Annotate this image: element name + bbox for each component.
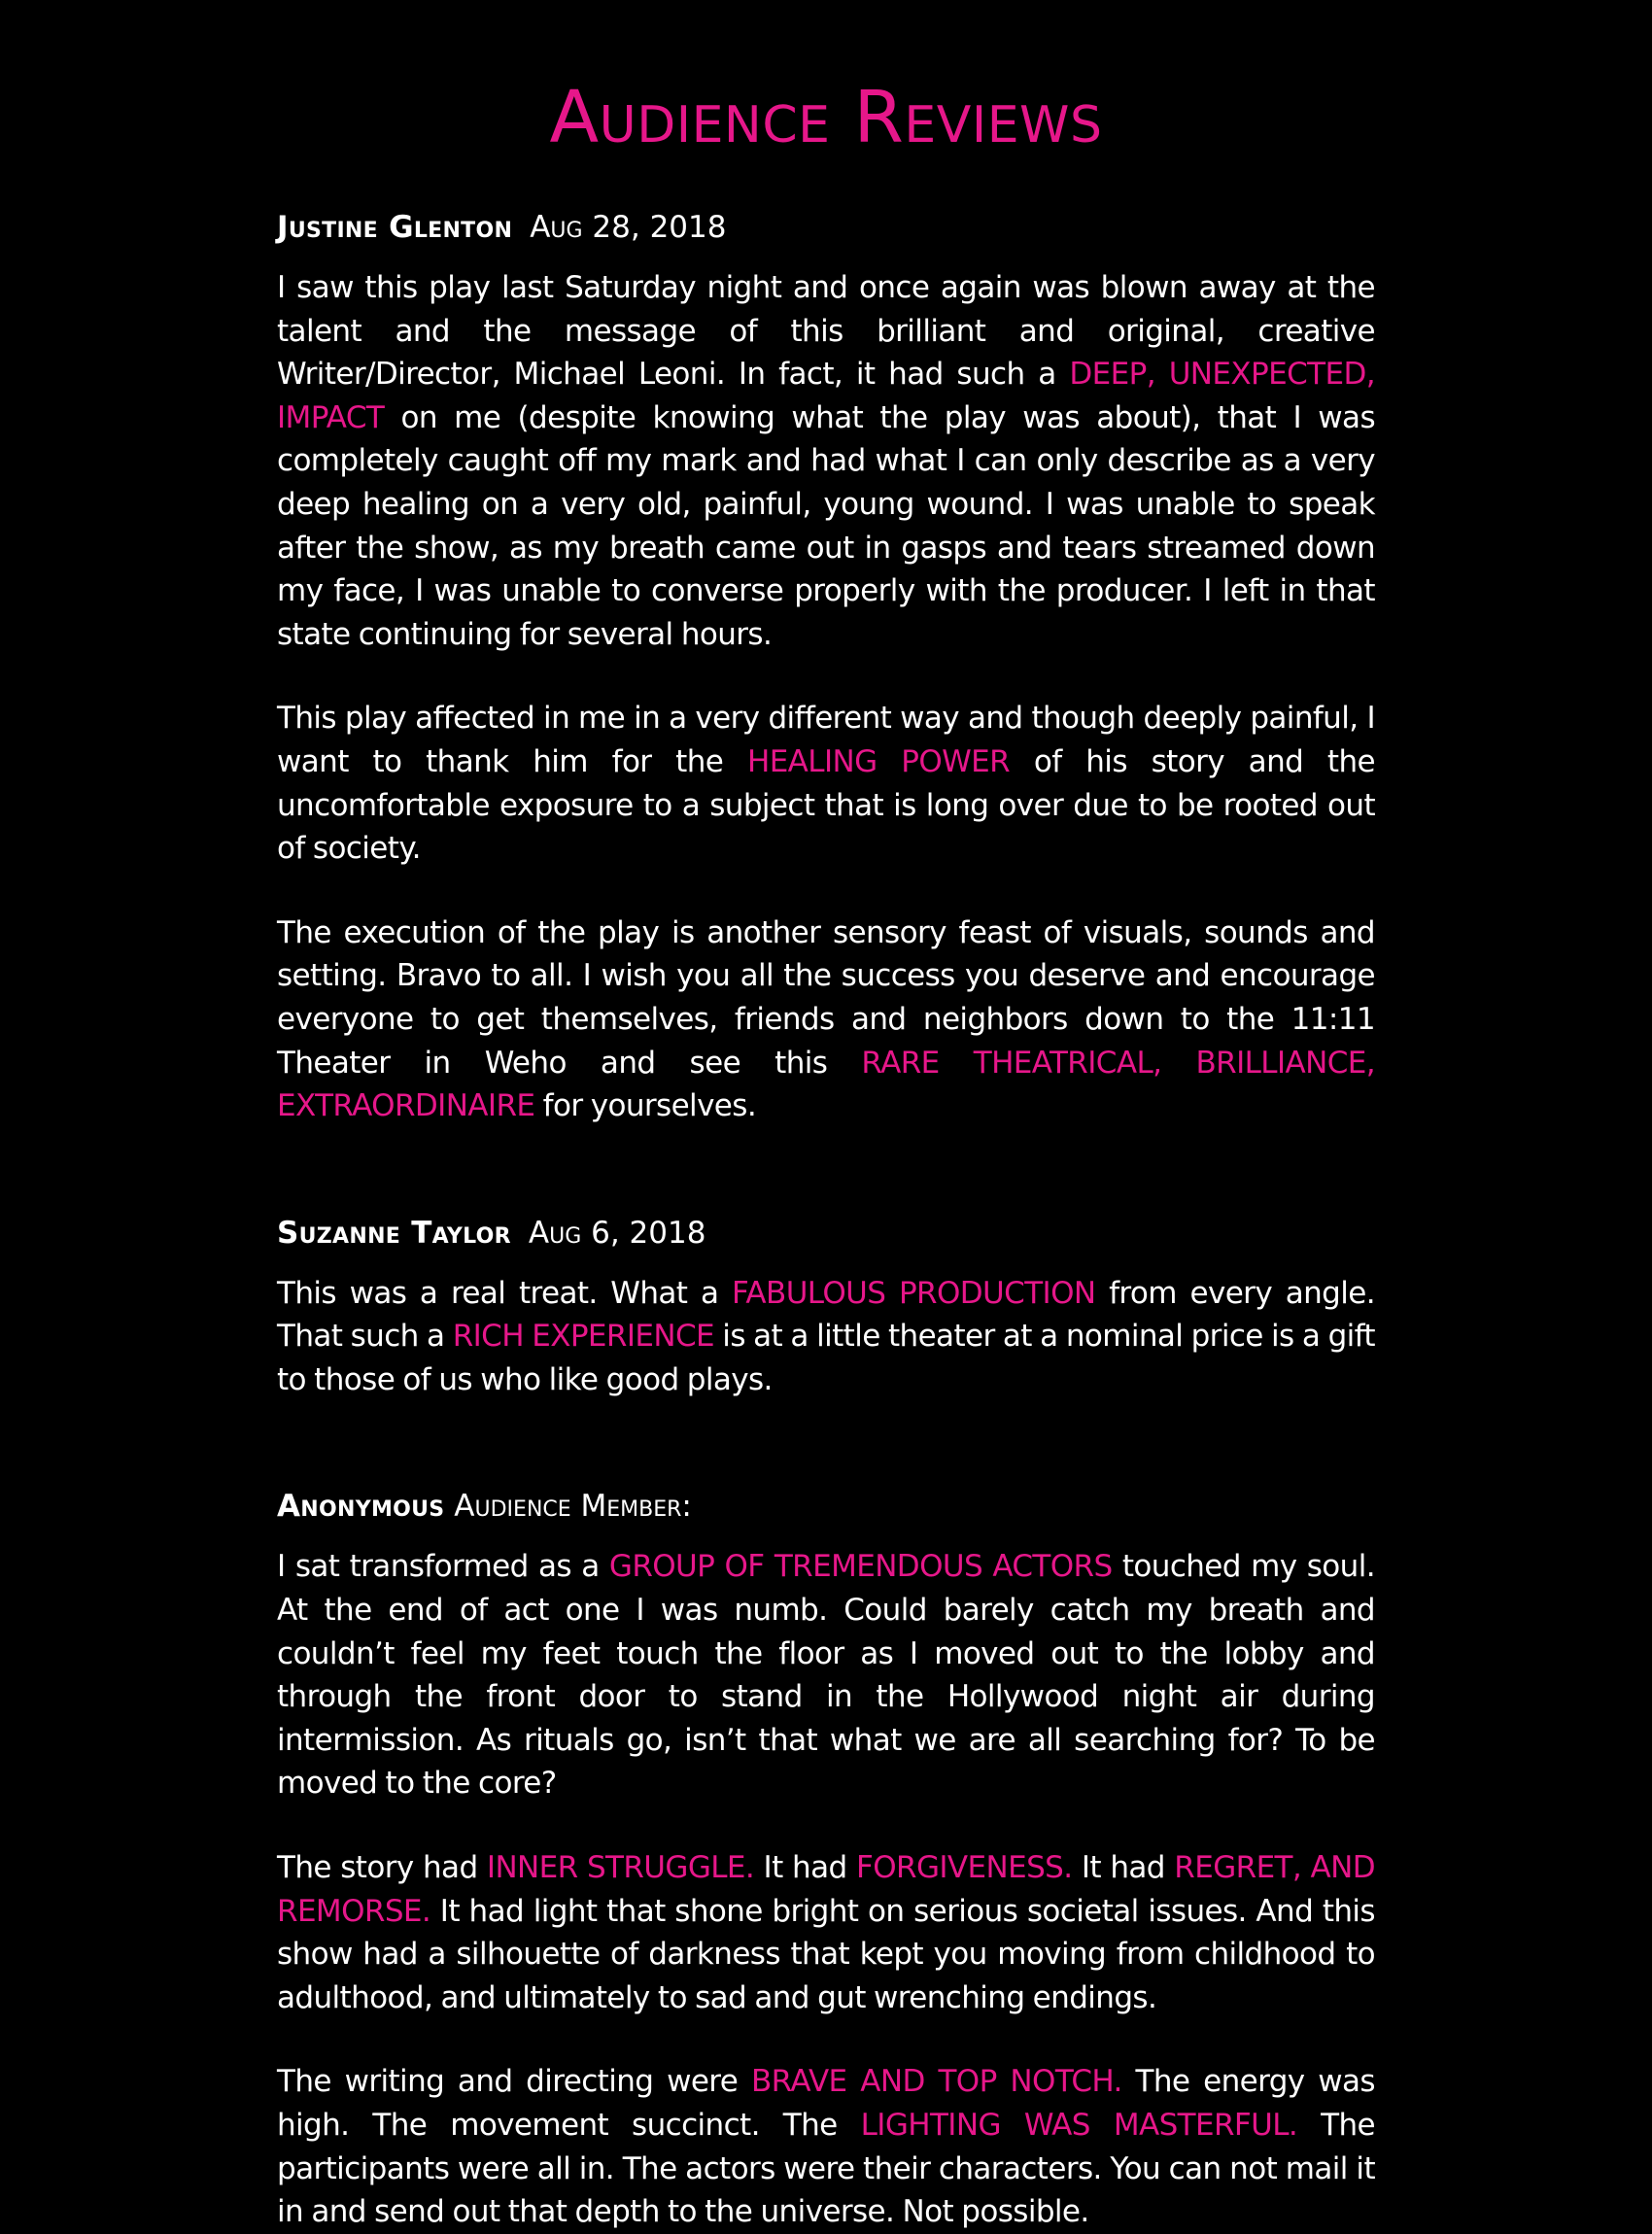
paragraph-text: on me (despite knowing what the play was about), that I was completely caught off my mark and had what I can only describe as a very deep healing on a very old, painful, young wound. I was unable to speak after the show, as my breath came out in gasps and tears streamed down my face, I was unable to converse properly with the producer. I left in that state continuing for several hours. (277, 399, 1375, 652)
highlight-phrase: GROUP OF TREMENDOUS ACTORS (608, 1549, 1113, 1585)
paragraph-text: It had light that shone bright on serious societal issues. And this show had a silhouette of darkness that kept you moving from childhood to adulthood, and ultimately to sad and gut wrenching endings. (277, 1893, 1375, 2015)
paragraph-text: from every angle. That such a (277, 1275, 1375, 1355)
paragraph-text: The story had (277, 1850, 487, 1886)
paragraph-text: touched my soul. At the end of act one I was numb. Could barely catch my breath and couldn’t feel my feet touch the floor as I moved out to the lobby and through the front door to stand in the Hollywood night air during intermission. As rituals go, isn’t that what we are all searching for? To be moved to the core? (277, 1549, 1375, 1802)
review (277, 1485, 1375, 2233)
paragraph-text: This play affected in me in a very different way and though deeply painful, I want to thank him for the (277, 701, 1375, 779)
reviewer-name: Suzanne Taylor (277, 1215, 511, 1251)
review-paragraph (277, 911, 1375, 1128)
reviews-list (277, 206, 1375, 2234)
highlight-phrase: FABULOUS PRODUCTION (732, 1275, 1096, 1311)
highlight-phrase: HEALING POWER (746, 743, 1011, 779)
paragraph-text: I sat transformed as a (277, 1549, 609, 1585)
highlight-phrase: INNER STRUGGLE. (486, 1850, 755, 1886)
page-title: Audience Reviews (549, 76, 1103, 159)
review-date: Aug 6, 2018 (528, 1215, 706, 1251)
paragraph-text: The participants were all in. The actors were their characters. You can not mail it in and send out that depth to the universe. Not possible. (277, 2108, 1375, 2230)
review-paragraph (277, 266, 1375, 656)
reviewer-name: Anonymous (277, 1489, 445, 1525)
paragraph-text: is at a little theater at a nominal price is a gift to those of us who like good plays. (277, 1319, 1375, 1397)
paragraph-text: of his story and the uncomfortable exposure to a subject that is long over due to be rooted out of society. (277, 743, 1376, 867)
highlight-phrase: RARE THEATRICAL, BRILLIANCE, EXTRAORDINAIRE (277, 1045, 1375, 1124)
review-paragraph (277, 1846, 1375, 2019)
paragraph-text: It had (754, 1850, 856, 1886)
highlight-phrase: BRAVE AND TOP NOTCH. (750, 2064, 1122, 2100)
highlight-phrase: FORGIVENESS. (855, 1850, 1073, 1886)
review-header (277, 206, 1375, 249)
paragraph-text: The execution of the play is another sensory feast of visuals, sounds and setting. Bravo to all. I wish you all the success you deserve and encourage everyone to get themselves, friends and neighbors down to the 11:11 Theater in Weho and see this (277, 914, 1375, 1081)
review-header (277, 1485, 1375, 1528)
reviewer-role: Audience Member: (444, 1489, 692, 1525)
paragraph-text: This was a real treat. What a (277, 1275, 733, 1311)
paragraph-text: for yourselves. (534, 1088, 757, 1124)
highlight-phrase: REGRET, AND REMORSE. (277, 1850, 1376, 1929)
highlight-phrase: RICH EXPERIENCE (452, 1319, 715, 1355)
highlight-phrase: DEEP, UNEXPECTED, IMPACT (277, 357, 1375, 435)
review-paragraph (277, 1272, 1375, 1402)
review (277, 206, 1375, 1128)
paragraph-text: It had (1072, 1850, 1175, 1886)
review-paragraph (277, 2060, 1375, 2233)
highlight-phrase: LIGHTING WAS MASTERFUL. (860, 2108, 1298, 2143)
review (277, 1212, 1375, 1402)
reviewer-name: Justine Glenton (277, 210, 513, 245)
paragraph-text: I saw this play last Saturday night and once again was blown away at the talent and the message of this brilliant and original, creative Writer/Director, Michael Leoni. In fact, it had such a (277, 270, 1375, 393)
paragraph-text: The writing and directing were (277, 2064, 751, 2100)
review-paragraph (277, 1545, 1375, 1805)
paragraph-text: The energy was high. The movement succinct. The (277, 2064, 1375, 2143)
review-header (277, 1212, 1375, 1254)
review-date: Aug 28, 2018 (530, 210, 727, 245)
review-paragraph (277, 697, 1375, 870)
